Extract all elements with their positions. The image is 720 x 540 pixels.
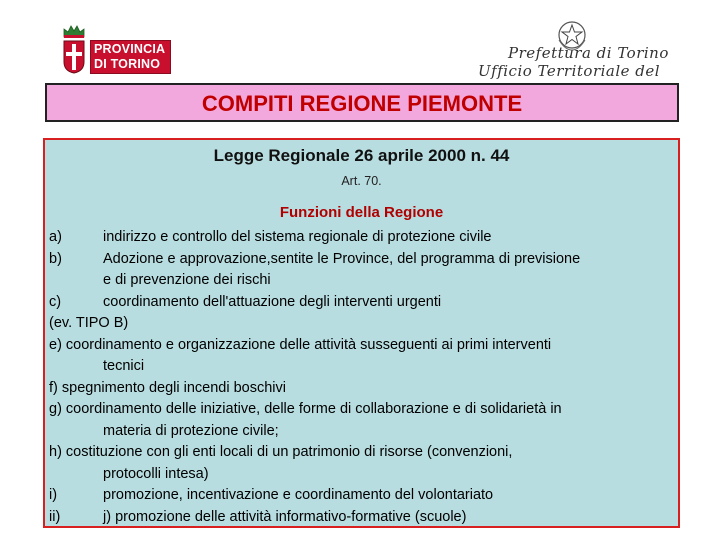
item-text: j) promozione delle attività informativo-formative (scuole) — [103, 508, 467, 525]
list-item-ii — [49, 507, 672, 529]
prefettura-line1: Prefettura di Torino — [508, 44, 669, 62]
shield-icon — [63, 40, 85, 74]
list-note: (ev. TIPO B) — [49, 315, 129, 331]
prefettura-line2: Ufficio Territoriale del — [478, 62, 661, 80]
item-text — [103, 249, 672, 292]
list-item-a — [49, 227, 672, 249]
content-panel — [43, 138, 680, 528]
item-label: i) — [49, 487, 58, 503]
provincia-wordmark — [90, 40, 171, 74]
item-label: ii) — [49, 508, 61, 525]
item-text-line1: h) costituzione con gli enti locali di un patrimonio di risorse (convenzioni, — [49, 444, 513, 460]
list-item-e — [49, 335, 672, 378]
functions-list — [49, 227, 672, 528]
law-title: Legge Regionale 26 aprile 2000 n. 44 — [213, 146, 510, 165]
list-item-b — [49, 249, 672, 292]
page-title: COMPITI REGIONE PIEMONTE — [201, 90, 523, 116]
provincia-line2: DI TORINO — [94, 57, 161, 71]
list-item-f — [49, 378, 672, 400]
item-text-line2: e di prevenzione dei rischi — [103, 272, 271, 288]
list-item-h — [49, 442, 672, 485]
item-text: indirizzo e controllo del sistema regionale di protezione civile — [103, 229, 492, 245]
item-text-line1: e) coordinamento e organizzazione delle attività susseguenti ai primi interventi — [49, 336, 552, 353]
item-text-line2: protocolli intesa) — [103, 465, 209, 482]
item-text-line1: Adozione e approvazione,sentite le Province, del programma di previsione — [103, 250, 581, 267]
item-text-line2: materia di protezione civile; — [103, 422, 279, 439]
title-banner — [45, 83, 679, 122]
crown-icon — [62, 24, 86, 38]
item-text-line1: g) coordinamento delle iniziative, delle forme di collaborazione e di solidarietà in — [49, 401, 562, 417]
article-number: Art. 70. — [341, 174, 382, 188]
section-heading: Funzioni della Regione — [279, 204, 444, 221]
list-item-c — [49, 292, 672, 314]
item-label: a) — [49, 229, 62, 245]
item-text: promozione, incentivazione e coordinamento del volontariato — [103, 487, 494, 503]
provincia-di-torino-logo — [60, 24, 172, 76]
provincia-line1: PROVINCIA — [94, 42, 166, 56]
item-text-line2: tecnici — [103, 358, 145, 374]
item-label: c) — [49, 293, 62, 310]
list-item-i — [49, 485, 672, 507]
item-text-line1: f) spegnimento degli incendi boschivi — [49, 379, 286, 396]
item-text: coordinamento dell'attuazione degli interventi urgenti — [103, 293, 442, 310]
item-label: b) — [49, 250, 62, 267]
list-item-g — [49, 399, 672, 442]
